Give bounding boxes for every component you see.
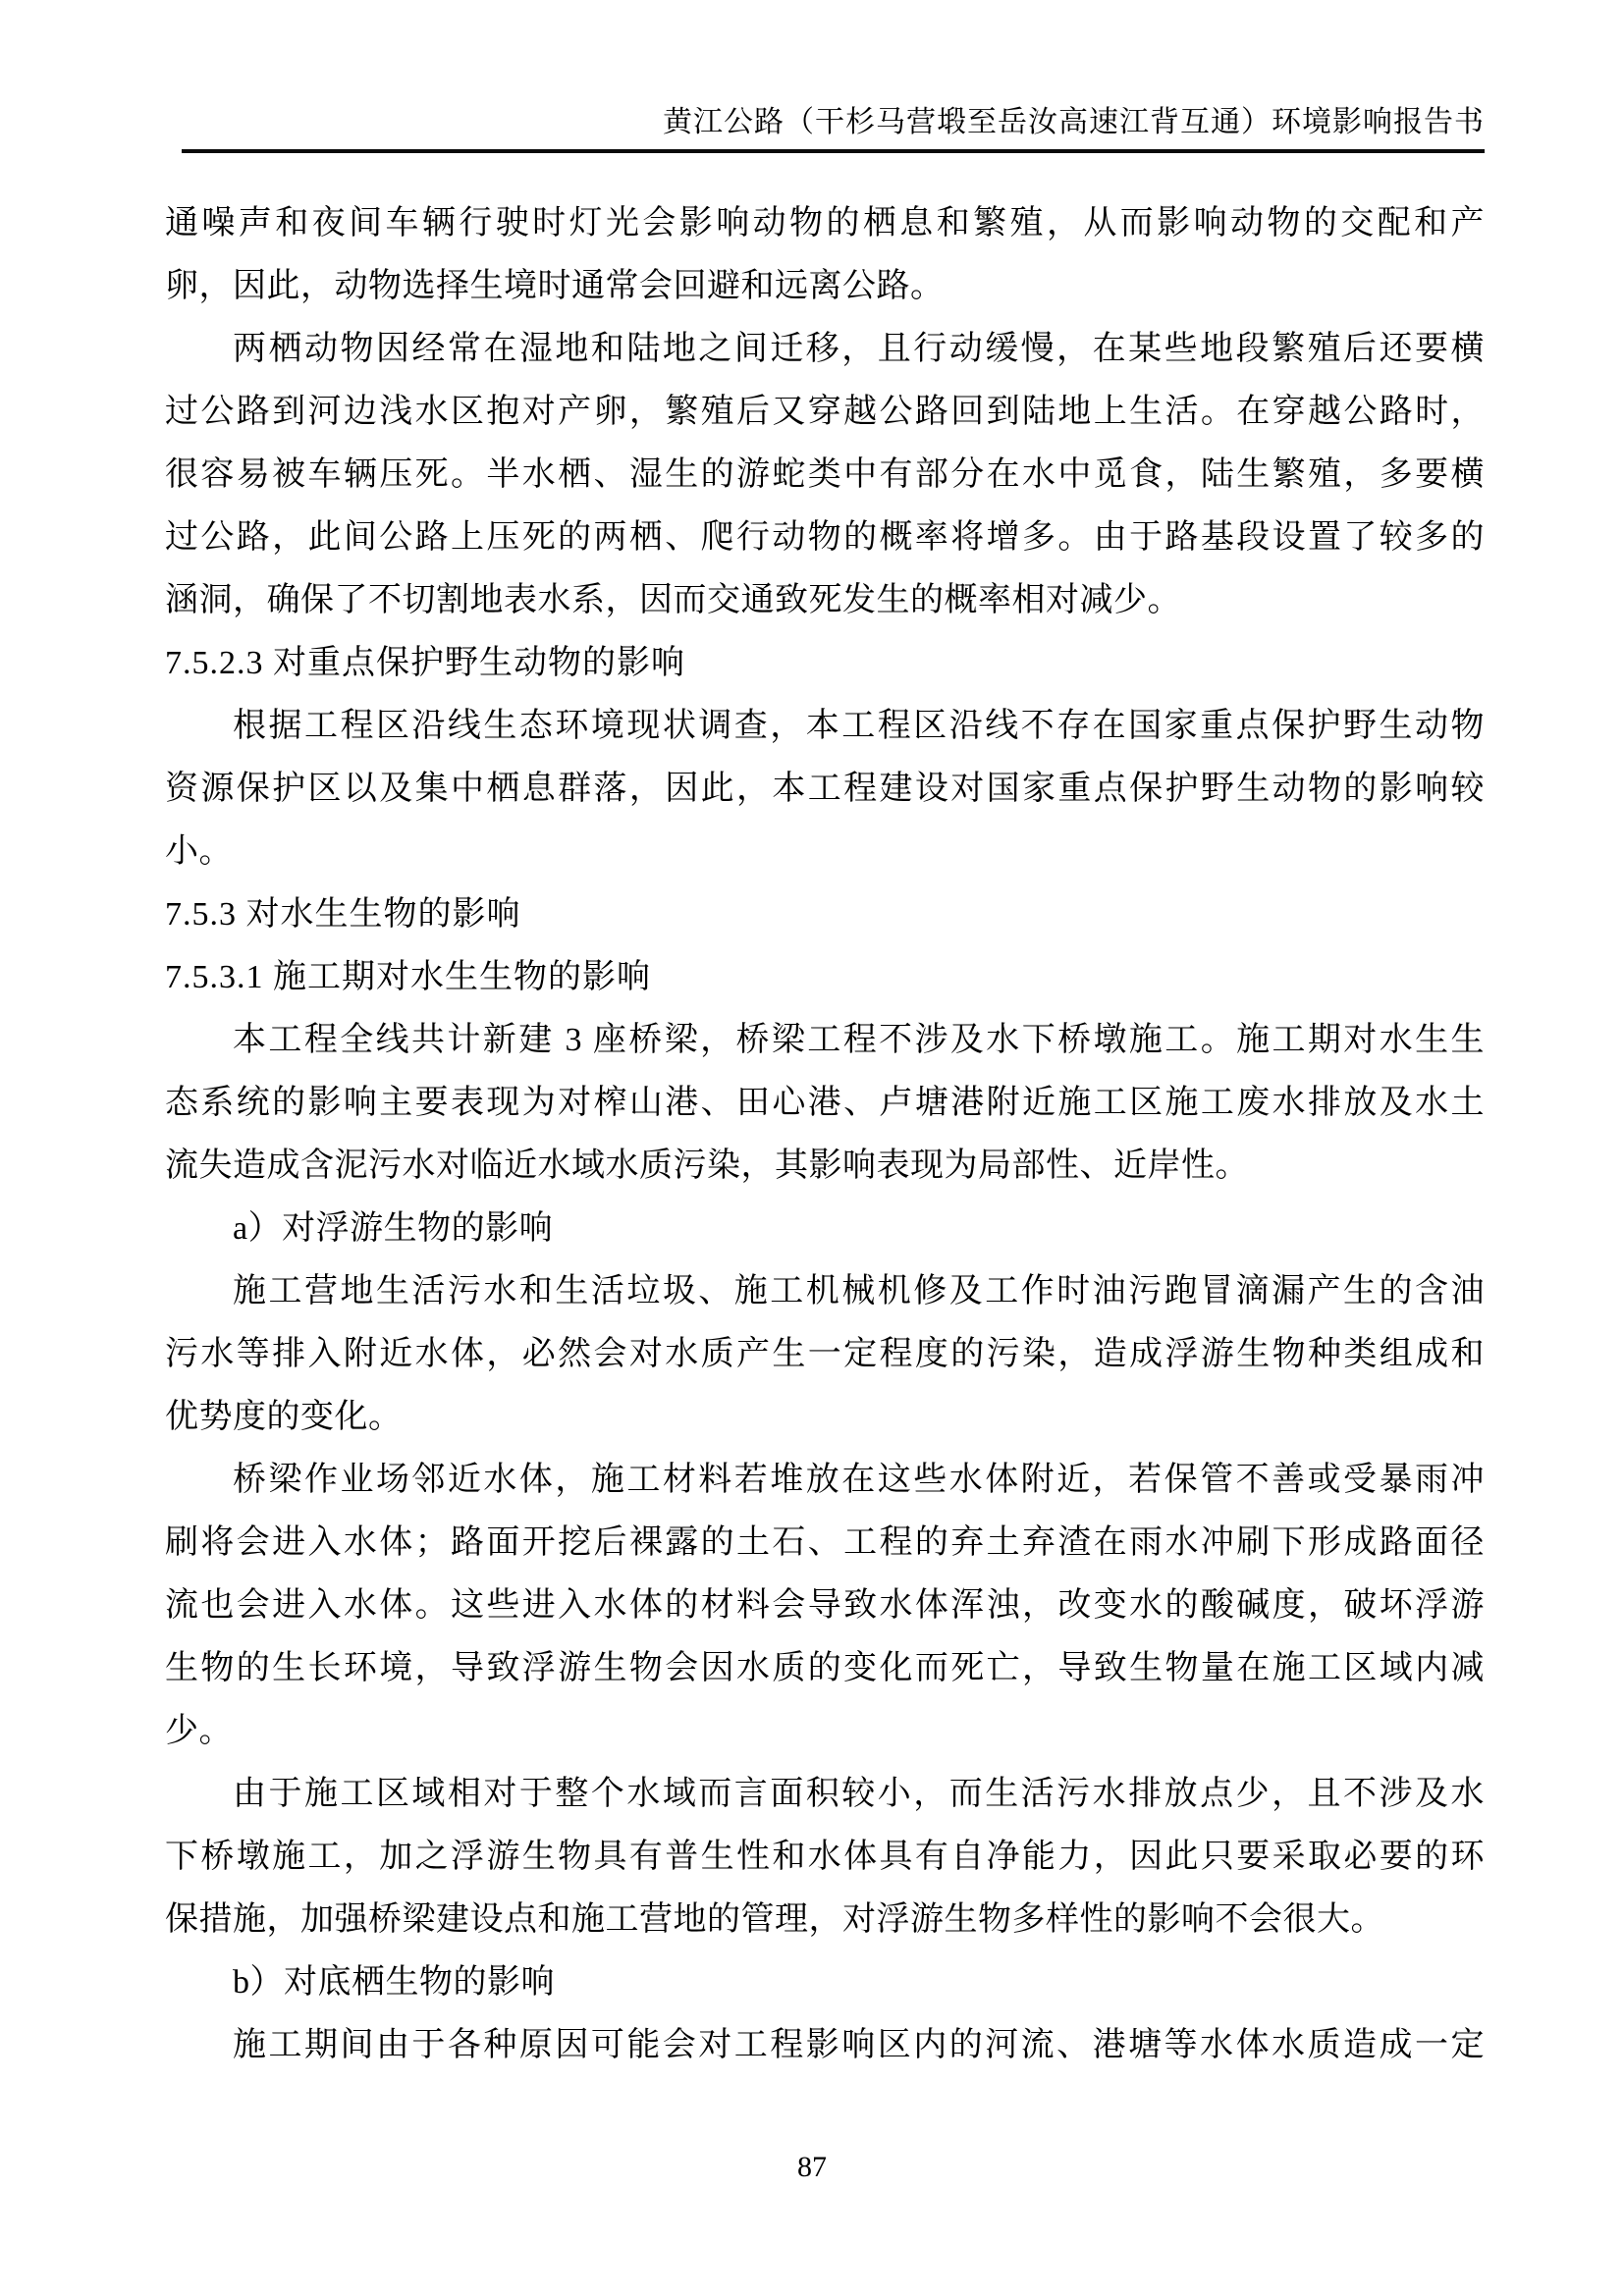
text-line: 过公路，此间公路上压死的两栖、爬行动物的概率将增多。由于路基段设置了较多的 (165, 519, 1485, 556)
text-line: 施工期间由于各种原因可能会对工程影响区内的河流、港塘等水体水质造成一定 (233, 2027, 1485, 2063)
text-line: 保措施，加强桥梁建设点和施工营地的管理，对浮游生物多样性的影响不会很大。 (165, 1901, 1384, 1938)
text-line: 生物的生长环境，导致浮游生物会因水质的变化而死亡，导致生物量在施工区域内减 (165, 1650, 1485, 1686)
text-line: 流也会进入水体。这些进入水体的材料会导致水体浑浊，改变水的酸碱度，破坏浮游 (165, 1587, 1485, 1624)
text-line: 资源保护区以及集中栖息群落，因此，本工程建设对国家重点保护野生动物的影响较 (165, 771, 1485, 807)
text-line: 由于施工区域相对于整个水域而言面积较小，而生活污水排放点少，且不涉及水 (233, 1776, 1485, 1812)
text-line: 两栖动物因经常在湿地和陆地之间迁移，且行动缓慢，在某些地段繁殖后还要横 (233, 331, 1485, 367)
text-line: 污水等排入附近水体，必然会对水质产生一定程度的污染，造成浮游生物种类组成和 (165, 1336, 1485, 1372)
text-line: 桥梁作业场邻近水体，施工材料若堆放在这些水体附近，若保管不善或受暴雨冲 (233, 1462, 1485, 1498)
page-number: 87 (797, 2151, 827, 2183)
text-line: 小。 (165, 833, 233, 870)
text-line: 卵，因此，动物选择生境时通常会回避和远离公路。 (165, 268, 945, 304)
page-body (165, 192, 1485, 2077)
text-line: 通噪声和夜间车辆行驶时灯光会影响动物的栖息和繁殖，从而影响动物的交配和产 (165, 205, 1485, 241)
text-line: 施工营地生活污水和生活垃圾、施工机械机修及工作时油污跑冒滴漏产生的含油 (233, 1273, 1485, 1309)
text-line: 态系统的影响主要表现为对榨山港、田心港、卢塘港附近施工区施工废水排放及水土 (165, 1085, 1485, 1121)
section-heading: 7.5.3 对水生生物的影响 (165, 896, 521, 933)
text-line: 优势度的变化。 (165, 1399, 403, 1435)
text-line: b）对底栖生物的影响 (233, 1964, 555, 2001)
text-line: 涵洞，确保了不切割地表水系，因而交通致死发生的概率相对减少。 (165, 582, 1181, 618)
text-line: 刷将会进入水体；路面开挖后裸露的土石、工程的弃土弃渣在雨水冲刷下形成路面径 (165, 1524, 1485, 1561)
text-line: 很容易被车辆压死。半水栖、湿生的游蛇类中有部分在水中觅食，陆生繁殖，多要横 (165, 456, 1485, 493)
text-line: 下桥墩施工，加之浮游生物具有普生性和水体具有自净能力，因此只要采取必要的环 (165, 1839, 1485, 1875)
section-heading: 7.5.2.3 对重点保护野生动物的影响 (165, 645, 685, 681)
text-line: 少。 (165, 1713, 233, 1749)
text-line: 过公路到河边浅水区抱对产卵，繁殖后又穿越公路回到陆地上生活。在穿越公路时， (165, 394, 1485, 430)
page-header (182, 102, 1485, 153)
text-line: 根据工程区沿线生态环境现状调查，本工程区沿线不存在国家重点保护野生动物 (233, 708, 1485, 744)
text-line: 流失造成含泥污水对临近水域水质污染，其影响表现为局部性、近岸性。 (165, 1148, 1249, 1184)
section-heading: 7.5.3.1 施工期对水生生物的影响 (165, 959, 651, 995)
header-title: 黄江公路（干杉马营塅至岳汝高速江背互通）环境影响报告书 (663, 106, 1485, 138)
text-line: 本工程全线共计新建 3 座桥梁，桥梁工程不涉及水下桥墩施工。施工期对水生生 (233, 1022, 1485, 1058)
page-footer (0, 2146, 1624, 2189)
text-line: a）对浮游生物的影响 (233, 1210, 554, 1247)
